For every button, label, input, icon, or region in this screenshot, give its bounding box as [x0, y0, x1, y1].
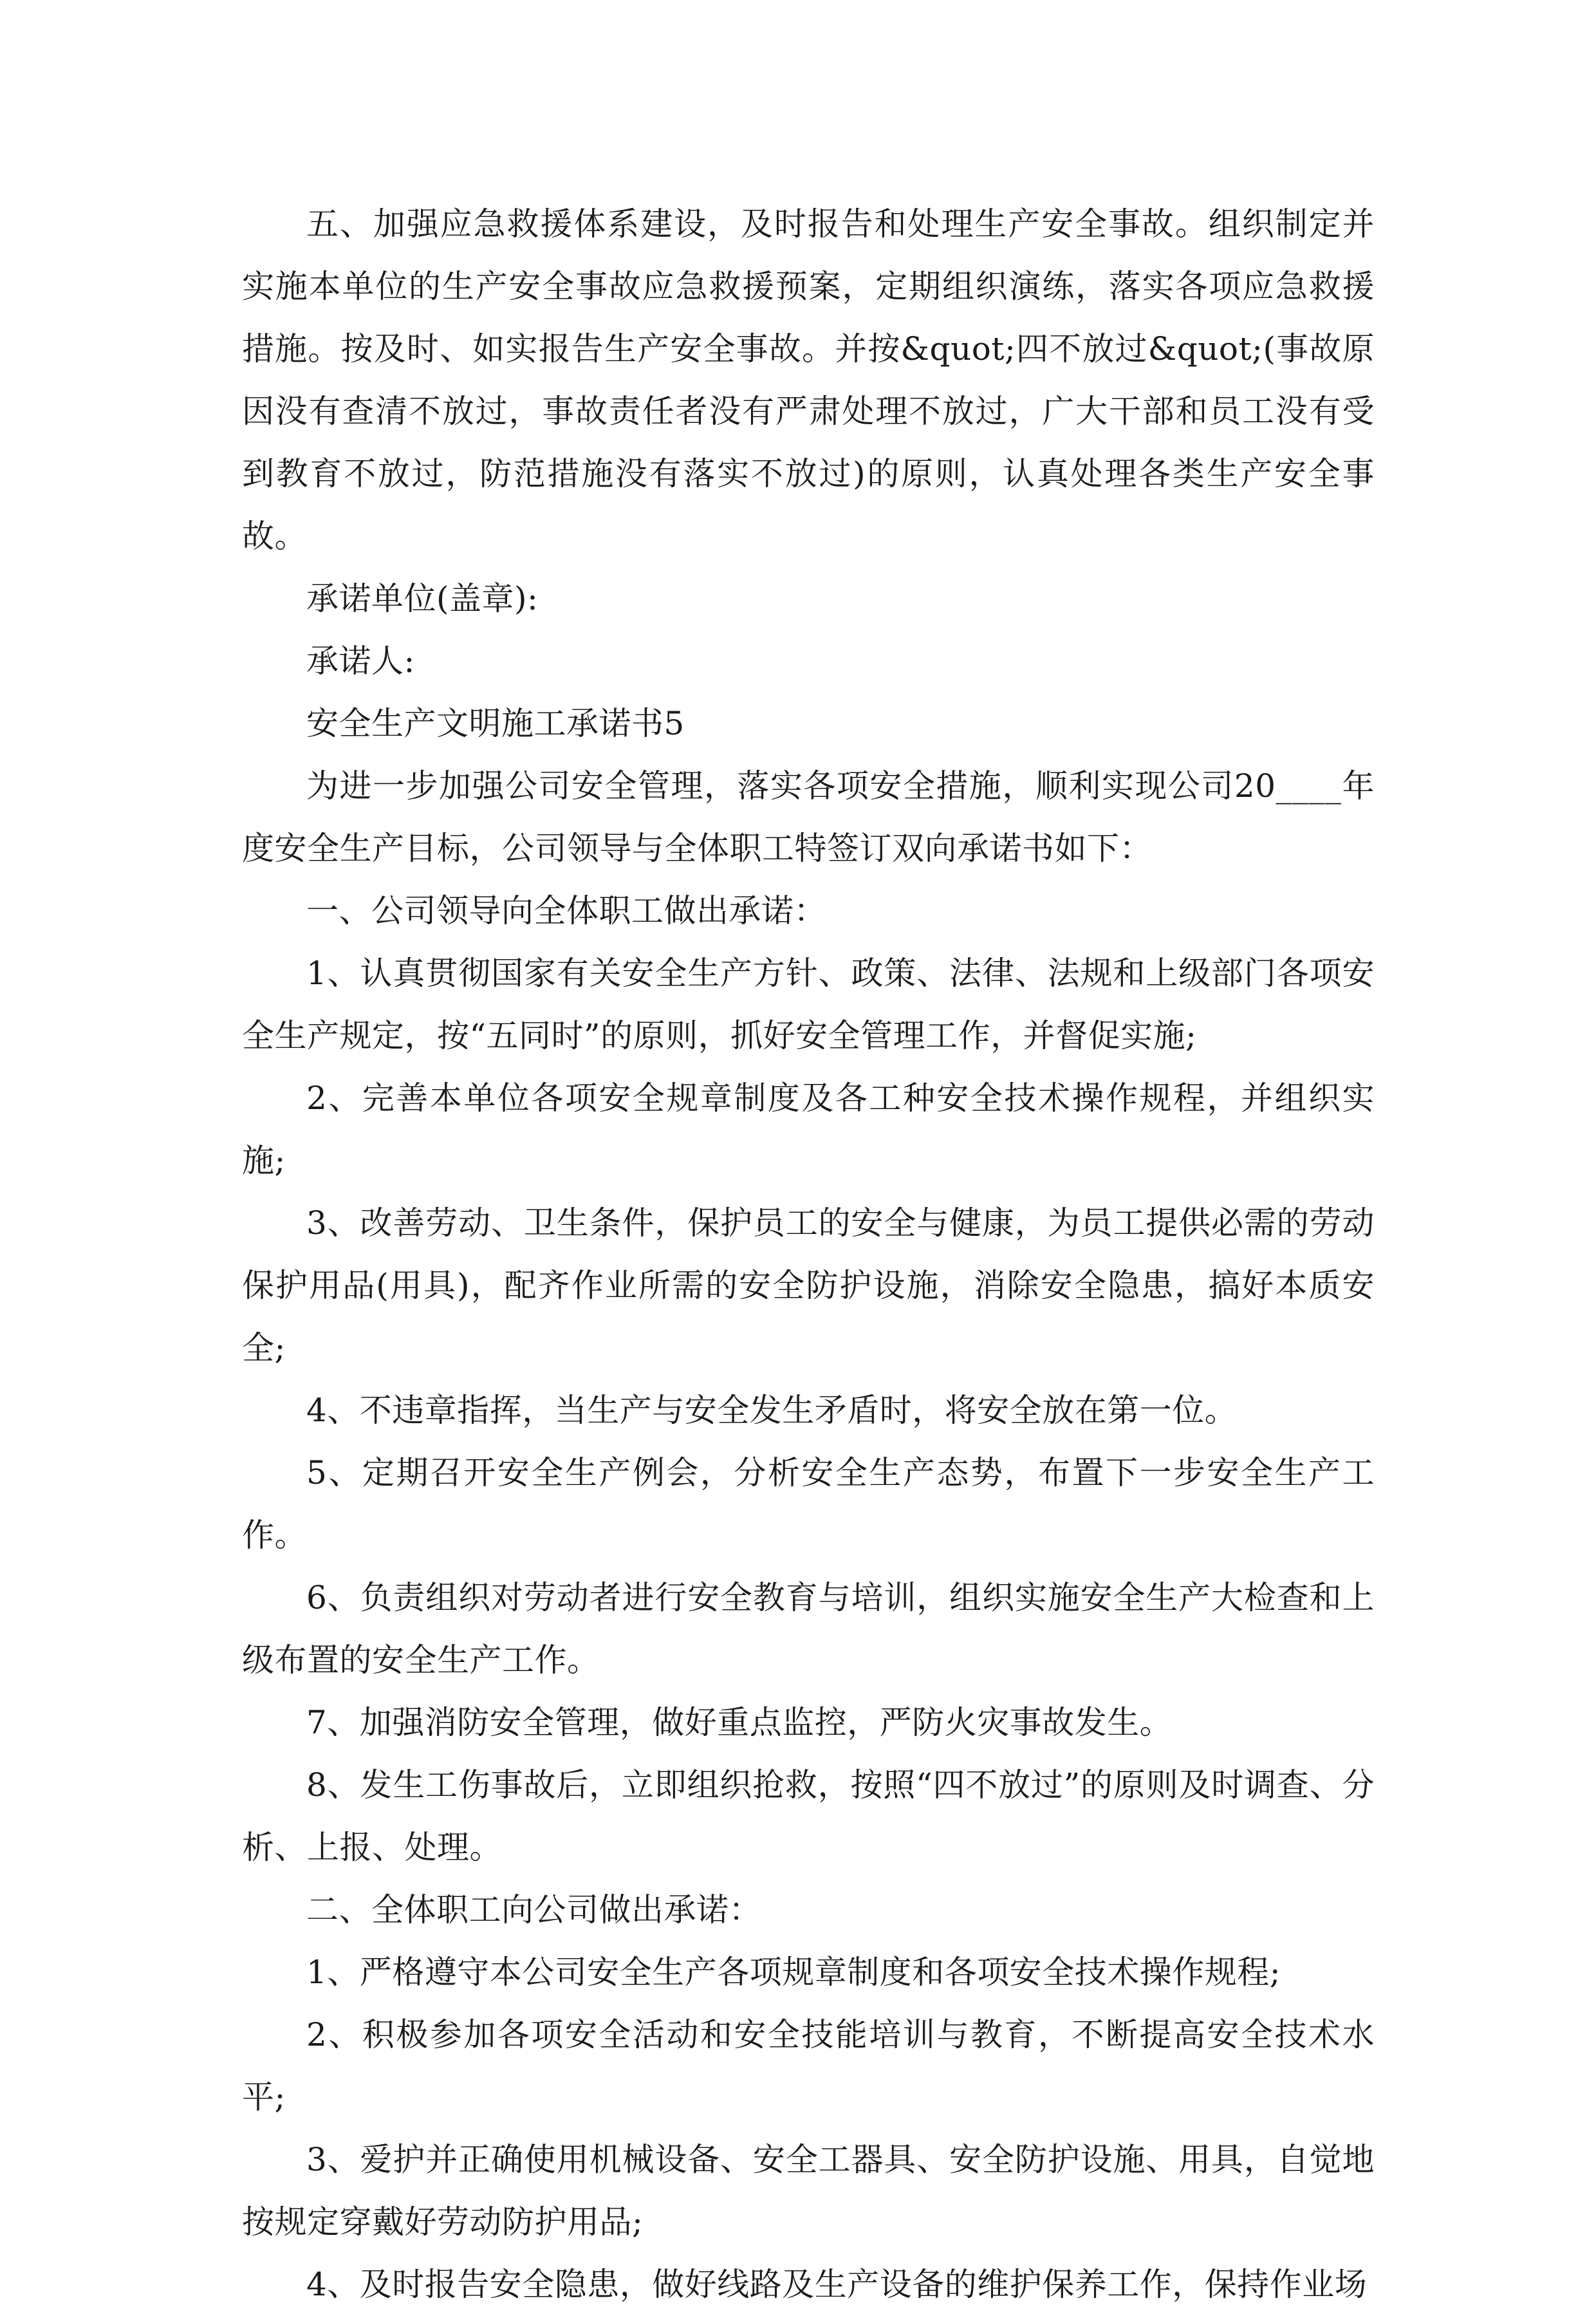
list-item: 4、及时报告安全隐患，做好线路及生产设备的维护保养工作，保持作业场	[306, 2266, 1368, 2303]
list-item: 1、认真贯彻国家有关安全生产方针、政策、法律、法规和上级部门各项安全生产规定，按“五同时”的原则，抓好安全管理工作，并督促实施;	[242, 955, 1375, 1054]
heading-staff-commitment: 二、全体职工向公司做出承诺：	[306, 1891, 761, 1928]
list-item: 2、完善本单位各项安全规章制度及各工种安全技术操作规程，并组织实施;	[242, 1079, 1375, 1179]
heading-leaders-commitment: 一、公司领导向全体职工做出承诺：	[306, 892, 826, 929]
paragraph-emergency-rescue: 五、加强应急救援体系建设，及时报告和处理生产安全事故。组织制定并实施本单位的生产安全事故应急救援预案，定期组织演练，落实各项应急救援措施。按及时、如实报告生产安全事故。并按&quot;四不放过&quot;(事故原因没有查清不放过，事故责任者没有严肃处理不放过，广大干部和员工没有受到教育不放过，防范措施没有落实不放过)的原则，认真处理各类生产安全事故。	[242, 205, 1375, 555]
section-title: 安全生产文明施工承诺书5	[306, 705, 685, 742]
list-item: 4、不违章指挥，当生产与安全发生矛盾时，将安全放在第一位。	[306, 1392, 1238, 1429]
list-item: 2、积极参加各项安全活动和安全技能培训与教育，不断提高安全技术水平;	[242, 2016, 1375, 2116]
list-item: 7、加强消防安全管理，做好重点监控，严防火灾事故发生。	[306, 1704, 1173, 1741]
list-item: 6、负责组织对劳动者进行安全教育与培训，组织实施安全生产大检查和上级布置的安全生产工作。	[242, 1579, 1375, 1679]
list-item: 3、改善劳动、卫生条件，保护员工的安全与健康，为员工提供必需的劳动保护用品(用具)，配齐作业所需的安全防护设施，消除安全隐患，搞好本质安全;	[242, 1204, 1375, 1367]
list-item: 3、爱护并正确使用机械设备、安全工器具、安全防护设施、用具，自觉地按规定穿戴好劳动防护用品;	[242, 2141, 1375, 2241]
paragraph-intro: 为进一步加强公司安全管理，落实各项安全措施，顺利实现公司20____年度安全生产目标，公司领导与全体职工特签订双向承诺书如下：	[242, 767, 1375, 867]
paragraph-commitment-unit: 承诺单位(盖章):	[306, 580, 539, 617]
paragraph-commitment-person: 承诺人:	[306, 642, 415, 680]
list-item: 8、发生工伤事故后，立即组织抢救，按照“四不放过”的原则及时调查、分析、上报、处理。	[242, 1766, 1375, 1866]
list-item: 1、严格遵守本公司安全生产各项规章制度和各项安全技术操作规程;	[306, 1954, 1281, 1991]
list-item: 5、定期召开安全生产例会，分析安全生产态势，布置下一步安全生产工作。	[242, 1454, 1375, 1554]
document-body	[242, 193, 1375, 2316]
